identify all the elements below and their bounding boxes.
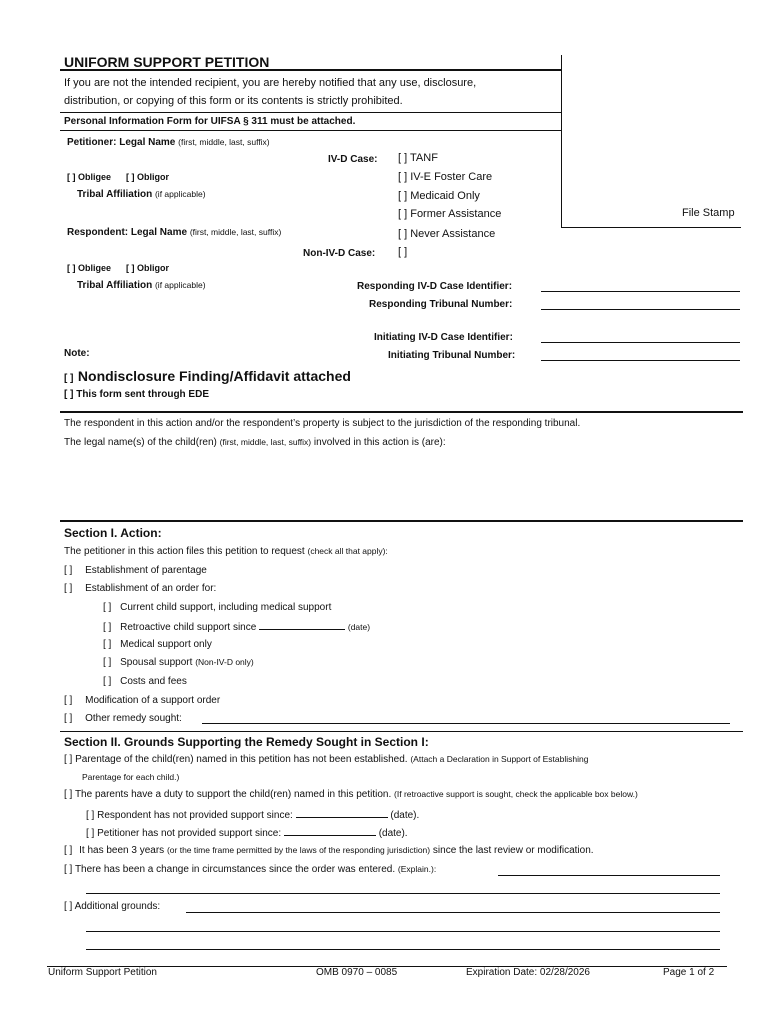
notice-line-1: If you are not the intended recipient, you are hereby notified that any use, disclosure, [64, 77, 477, 89]
non-ivd-case-label: Non-IV-D Case: [303, 248, 376, 259]
initiating-tribunal-number-label: Initiating Tribunal Number: [388, 350, 516, 361]
action-modification[interactable] [64, 695, 220, 706]
petitioner-not-provided-checkbox[interactable]: [ ] [86, 828, 95, 839]
petitioner-since-date-hint: (date). [378, 828, 408, 839]
note-label: Note: [64, 348, 90, 359]
children-names-text-b: involved in this action is (are): [313, 437, 446, 448]
retro-date-field[interactable] [259, 620, 345, 630]
ground-duty-checkbox[interactable]: [ ] [64, 789, 73, 800]
action-order-label: Establishment of an order for: [85, 583, 217, 594]
order-costs-checkbox[interactable]: [ ] [103, 676, 112, 687]
order-current-support[interactable] [103, 602, 331, 613]
action-other-label: Other remedy sought: [85, 713, 182, 724]
responding-tribunal-number-field[interactable] [541, 309, 740, 310]
order-costs-label: Costs and fees [120, 676, 187, 687]
footer-omb-number: OMB 0970 – 0085 [316, 967, 398, 978]
file-stamp-bottom-border [561, 227, 741, 228]
petitioner-tribal-label: Tribal Affiliation [77, 189, 153, 200]
change-explain-field-1[interactable] [498, 875, 720, 876]
respondent-not-provided-label: Respondent has not provided support since: [97, 810, 293, 821]
action-parentage-checkbox[interactable]: [ ] [64, 565, 73, 576]
ground-additional-checkbox[interactable]: [ ] [64, 901, 73, 912]
action-modification-label: Modification of a support order [85, 695, 221, 706]
ivd-option-medicaid[interactable]: [ ] Medicaid Only [398, 190, 480, 202]
petitioner-not-provided[interactable] [86, 826, 408, 839]
nondisclosure-label: Nondisclosure Finding/Affidavit attached [77, 368, 351, 384]
ivd-option-tanf[interactable]: [ ] TANF [398, 152, 438, 164]
petitioner-since-date-field[interactable] [284, 826, 376, 836]
order-current-checkbox[interactable]: [ ] [103, 602, 112, 613]
ground-three-years[interactable] [64, 845, 594, 856]
initiating-tribunal-number-field[interactable] [541, 360, 740, 361]
children-names-hint: (first, middle, last, suffix) [219, 437, 312, 447]
ground-three-years-checkbox[interactable]: [ ] [64, 845, 73, 856]
respondent-not-provided-checkbox[interactable]: [ ] [86, 810, 95, 821]
order-current-label: Current child support, including medical support [120, 602, 332, 613]
nondisclosure-checkbox[interactable]: [ ] [64, 373, 74, 384]
respondent-since-date-field[interactable] [296, 808, 388, 818]
ede-checkbox[interactable]: [ ] This form sent through EDE [64, 389, 209, 400]
ground-duty-label: The parents have a duty to support the child(ren) named in this petition. [74, 789, 392, 800]
personal-info-notice: Personal Information Form for UIFSA § 311 must be attached. [64, 116, 356, 127]
respondent-legal-name-label [67, 227, 281, 238]
order-spousal-hint: (Non-IV-D only) [195, 657, 254, 667]
ground-three-years-label-b: since the last review or modification. [432, 845, 594, 856]
order-retroactive-support[interactable] [103, 620, 370, 633]
additional-grounds-field-1[interactable] [186, 912, 720, 913]
respondent-tribal-affiliation [77, 280, 206, 291]
respondent-since-date-hint: (date). [390, 810, 420, 821]
ivd-option-foster-care[interactable]: [ ] IV-E Foster Care [398, 171, 493, 183]
additional-grounds-field-3[interactable] [86, 949, 720, 950]
section2-title-suffix: I: [421, 735, 429, 749]
ground-change-circumstances[interactable] [64, 864, 436, 875]
order-costs-fees[interactable] [103, 676, 187, 687]
children-names-text-a: The legal name(s) of the child(ren) [64, 437, 217, 448]
petitioner-obligor-checkbox[interactable]: [ ] Obligor [126, 172, 169, 182]
section2-rule [60, 731, 743, 732]
petitioner-obligee-checkbox[interactable]: [ ] Obligee [67, 172, 112, 182]
petitioner-tribal-affiliation [77, 189, 206, 200]
jurisdiction-statement: The respondent in this action and/or the respondent’s property is subject to the jurisdiction of the responding tribunal. [64, 418, 581, 429]
action-parentage-label: Establishment of parentage [85, 565, 207, 576]
order-retro-label: Retroactive child support since [120, 622, 257, 633]
initiating-case-identifier-label: Initiating IV-D Case Identifier: [374, 332, 513, 343]
action-other-remedy[interactable] [64, 713, 182, 724]
initiating-case-identifier-field[interactable] [541, 342, 740, 343]
section1-intro-hint: (check all that apply): [307, 546, 388, 556]
action-parentage[interactable] [64, 565, 207, 576]
action-order-for[interactable] [64, 583, 216, 594]
order-spousal-label: Spousal support [120, 657, 193, 668]
order-medical-label: Medical support only [120, 639, 212, 650]
form-title: UNIFORM SUPPORT PETITION [64, 54, 270, 70]
respondent-obligee-checkbox[interactable]: [ ] Obligee [67, 263, 112, 273]
ground-parentage-hint-2: Parentage for each child.) [82, 772, 180, 782]
ivd-option-never-assistance[interactable]: [ ] Never Assistance [398, 228, 496, 240]
nondisclosure-row[interactable] [64, 368, 351, 386]
retro-date-hint: (date) [347, 622, 371, 632]
section1-intro [64, 546, 388, 557]
ground-duty[interactable] [64, 789, 638, 800]
respondent-tribal-hint: (if applicable) [154, 280, 206, 290]
ground-change-hint: (Explain.): [397, 864, 437, 874]
petitioner-label: Petitioner: [67, 137, 117, 148]
personal-info-rule-top [60, 112, 561, 113]
ground-change-label: There has been a change in circumstances since the order was entered. [74, 864, 396, 875]
petitioner-tribal-hint: (if applicable) [154, 189, 206, 199]
other-remedy-field[interactable] [202, 723, 730, 724]
personal-info-rule-bottom [60, 130, 561, 131]
respondent-not-provided[interactable] [86, 808, 419, 821]
responding-tribunal-number-label: Responding Tribunal Number: [369, 299, 513, 310]
responding-case-identifier-field[interactable] [541, 291, 740, 292]
non-ivd-checkbox[interactable]: [ ] [398, 246, 408, 258]
ground-change-checkbox[interactable]: [ ] [64, 864, 73, 875]
petitioner-legal-name-hint: (first, middle, last, suffix) [178, 137, 270, 147]
ivd-case-label: IV-D Case: [328, 154, 378, 165]
ground-three-years-hint: (or the time frame permitted by the laws of the responding jurisdiction) [166, 845, 431, 855]
section2-title [64, 735, 429, 749]
ground-duty-hint: (If retroactive support is sought, check the applicable box below.) [394, 789, 638, 799]
footer-page-number: Page 1 of 2 [663, 967, 715, 978]
ground-additional-label: Additional grounds: [74, 901, 161, 912]
ground-parentage-hint: (Attach a Declaration in Support of Establishing [410, 754, 589, 764]
responding-case-identifier-label: Responding IV-D Case Identifier: [357, 281, 513, 292]
ground-parentage-checkbox[interactable]: [ ] [64, 754, 73, 765]
file-stamp-left-border [561, 55, 562, 228]
action-other-checkbox[interactable]: [ ] [64, 713, 73, 724]
footer-form-name: Uniform Support Petition [48, 967, 157, 978]
respondent-legal-name-hint: (first, middle, last, suffix) [189, 227, 282, 237]
petitioner-legal-name-label [67, 137, 270, 148]
additional-grounds-field-2[interactable] [86, 931, 720, 932]
action-modification-checkbox[interactable]: [ ] [64, 695, 73, 706]
order-spousal-support[interactable] [103, 657, 254, 668]
order-spousal-checkbox[interactable]: [ ] [103, 657, 112, 668]
respondent-obligor-checkbox[interactable]: [ ] Obligor [126, 263, 169, 273]
section1-title: Section I. Action: [64, 526, 162, 540]
order-medical-support[interactable] [103, 639, 212, 650]
section1-intro-text: The petitioner in this action files this petition to request [64, 546, 305, 557]
respondent-tribal-label: Tribal Affiliation [77, 280, 153, 291]
file-stamp-label: File Stamp [682, 207, 735, 219]
section2-title-text: Section II. Grounds Supporting the Remedy Sought in Section [64, 735, 419, 749]
ground-parentage[interactable] [64, 754, 588, 765]
notice-line-2: distribution, or copying of this form or its contents is strictly prohibited. [64, 95, 403, 107]
order-retro-checkbox[interactable]: [ ] [103, 622, 112, 633]
respondent-legal-name: Legal Name [130, 227, 188, 238]
petitioner-legal-name: Legal Name [119, 137, 176, 148]
children-names-label [64, 437, 446, 448]
respondent-label: Respondent: [67, 227, 129, 238]
ground-additional[interactable] [64, 901, 160, 912]
section1-rule [60, 520, 743, 522]
order-medical-checkbox[interactable]: [ ] [103, 639, 112, 650]
action-order-checkbox[interactable]: [ ] [64, 583, 73, 594]
jurisdiction-rule [60, 411, 743, 413]
ground-three-years-label: It has been 3 years [79, 845, 165, 856]
ivd-option-former-assistance[interactable]: [ ] Former Assistance [398, 208, 502, 220]
change-explain-field-2[interactable] [86, 893, 720, 894]
petitioner-not-provided-label: Petitioner has not provided support since: [97, 828, 282, 839]
footer-expiration-date: Expiration Date: 02/28/2026 [466, 967, 590, 978]
ground-parentage-label: Parentage of the child(ren) named in this petition has not been established. [75, 754, 408, 765]
